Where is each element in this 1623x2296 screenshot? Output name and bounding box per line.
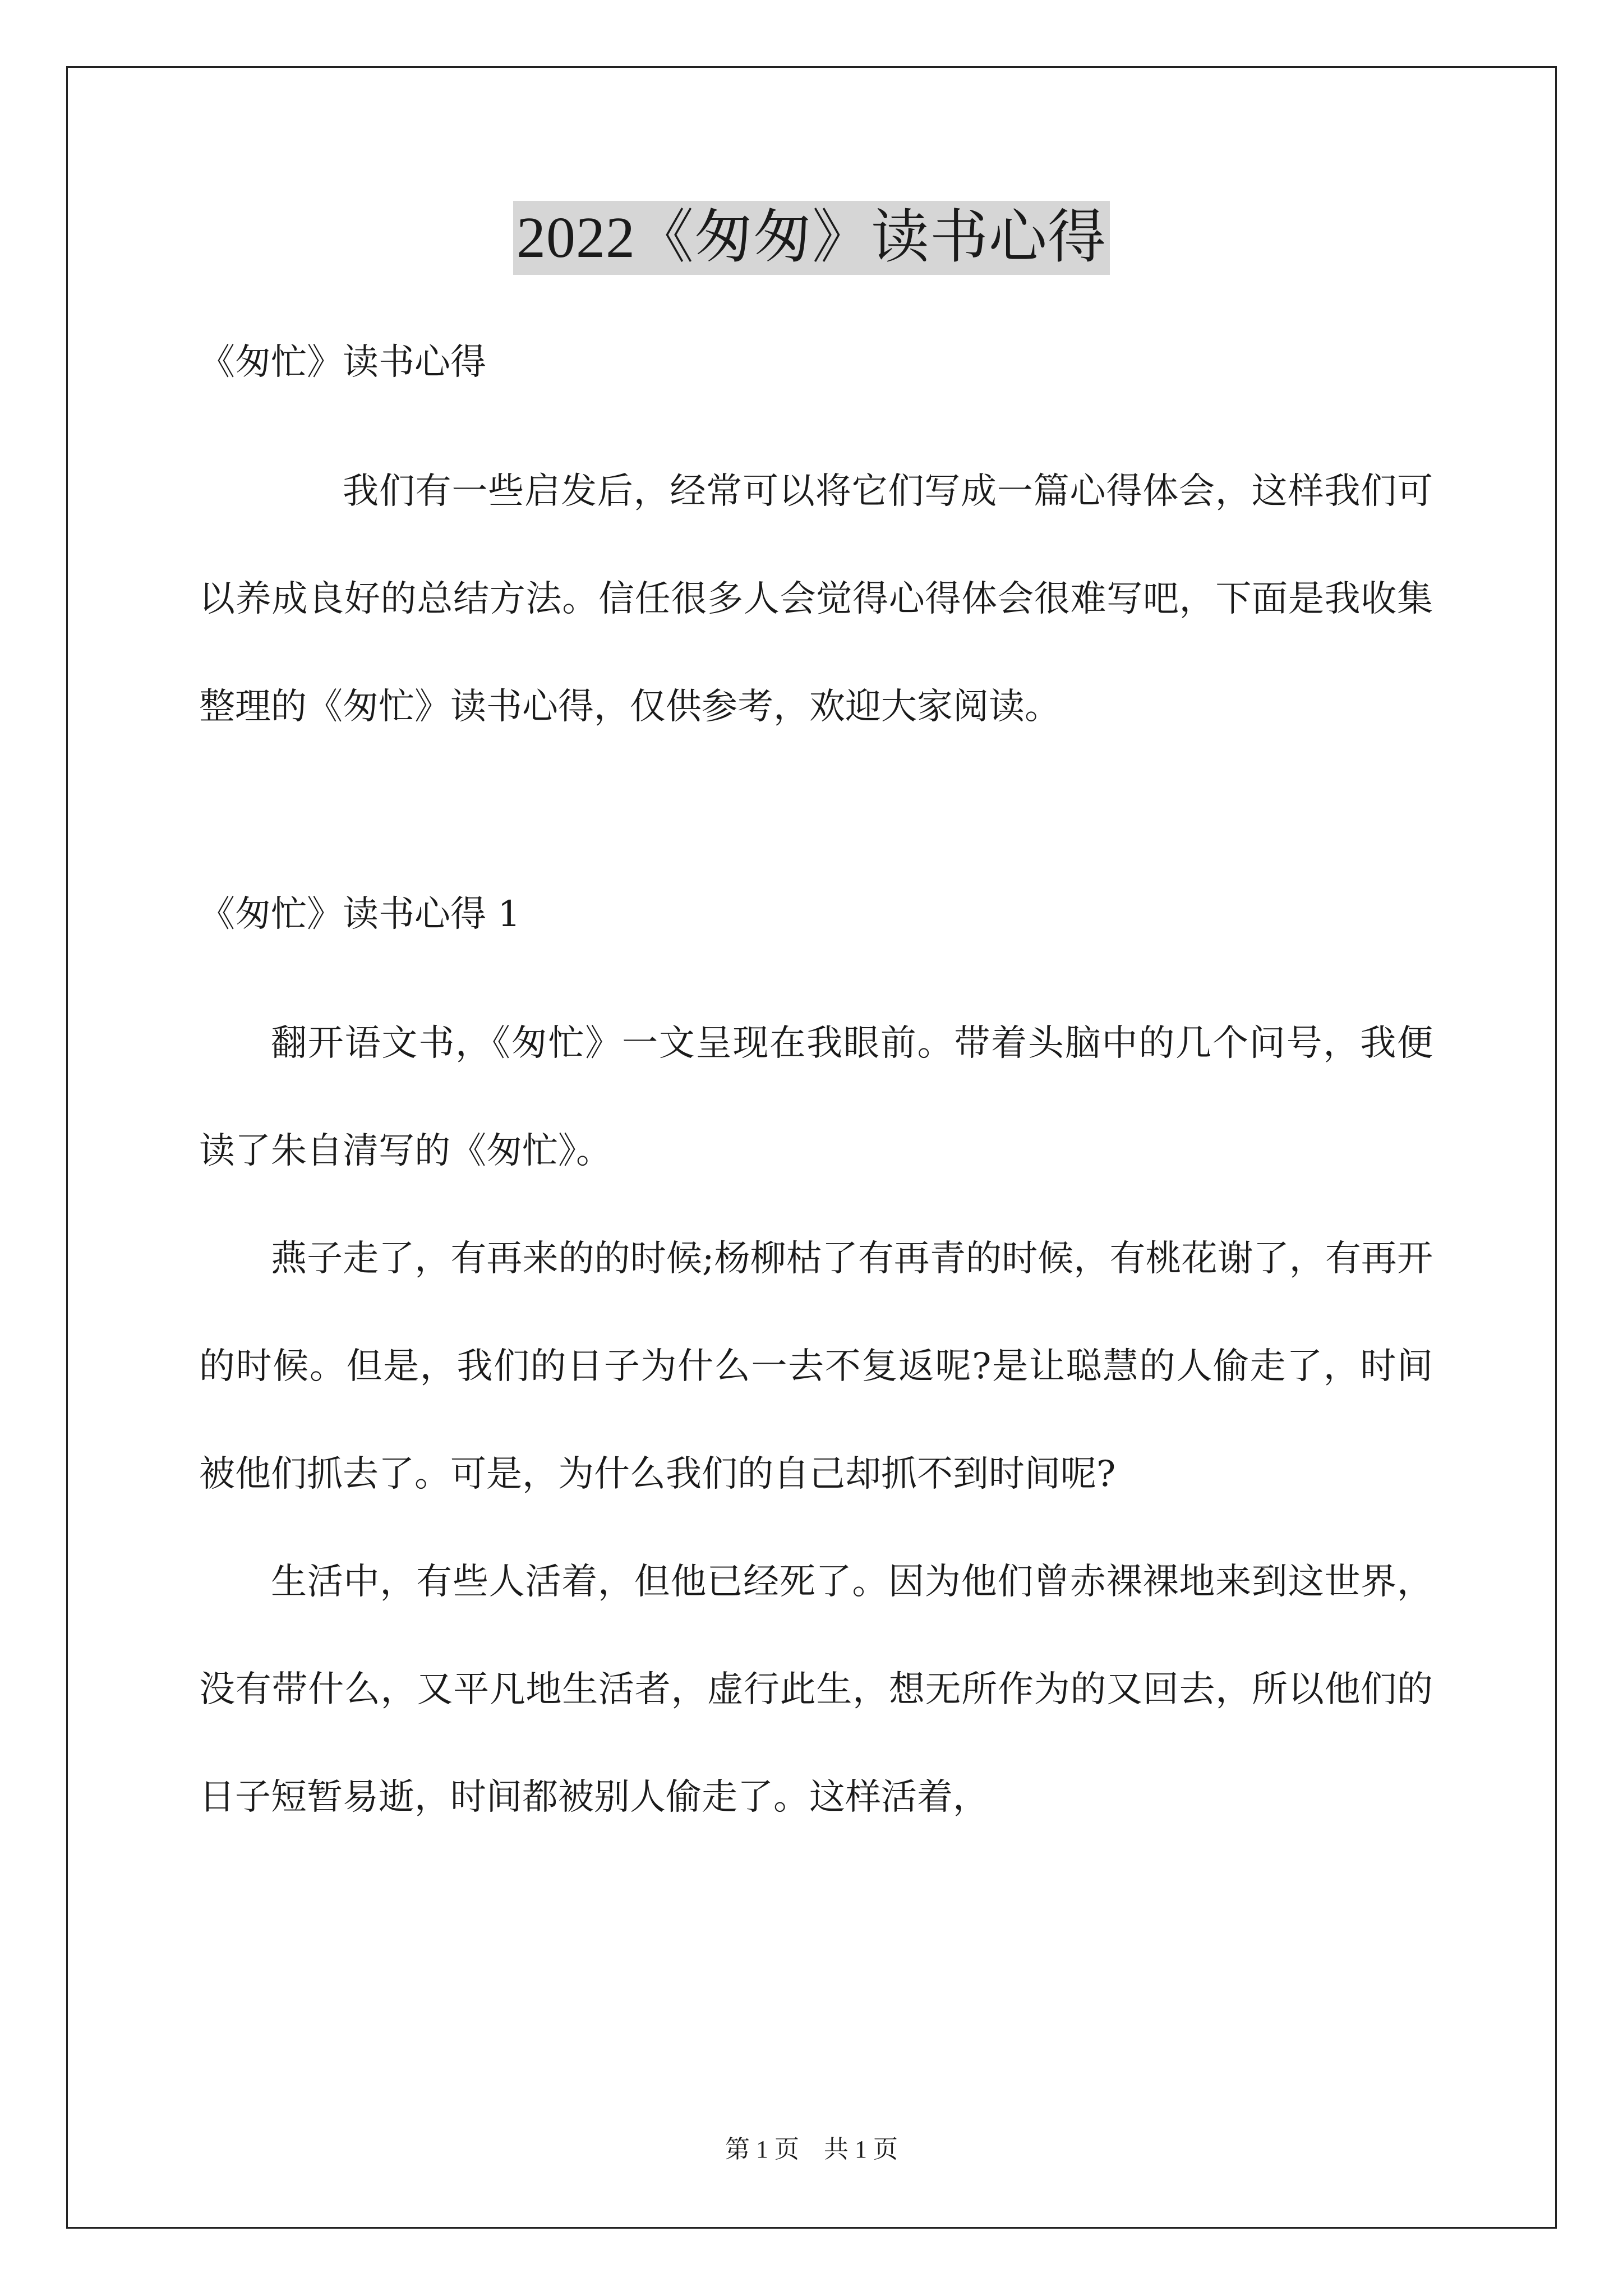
body-paragraph: 生活中，有些人活着，但他已经死了。因为他们曾赤裸裸地来到这世界，没有带什么，又平凡地生活者，虚行此生，想无所作为的又回去，所以他们的日子短暂易逝，时间都被别人偷走了。这样活着， <box>199 1561 1433 1818</box>
section-heading-intro: 《匆忙》读书心得 <box>199 342 486 383</box>
section-heading-1: 《匆忙》读书心得 1 <box>199 894 521 935</box>
body-paragraph: 燕子走了，有再来的的时候;杨柳枯了有再青的时候，有桃花谢了，有再开的时候。但是，我们的日子为什么一去不复返呢?是让聪慧的人偷走了，时间被他们抓去了。可是，为什么我们的自己却抓不到时间呢? <box>199 1238 1433 1495</box>
body-paragraph: 翻开语文书，《匆忙》一文呈现在我眼前。带着头脑中的几个问号，我便读了朱自清写的《匆忙》。 <box>199 1023 1433 1172</box>
page-footer: 第 1 页 共 1 页 <box>725 2136 898 2163</box>
document-title: 2022《匆匆》读书心得 <box>513 201 1110 275</box>
intro-paragraph: 我们有一些启发后，经常可以将它们写成一篇心得体会，这样我们可以养成良好的总结方法。信任很多人会觉得心得体会很难写吧，下面是我收集整理的《匆忙》读书心得，仅供参考，欢迎大家阅读。 <box>199 471 1433 728</box>
document-body <box>199 335 1433 1851</box>
title-container <box>0 201 1623 275</box>
